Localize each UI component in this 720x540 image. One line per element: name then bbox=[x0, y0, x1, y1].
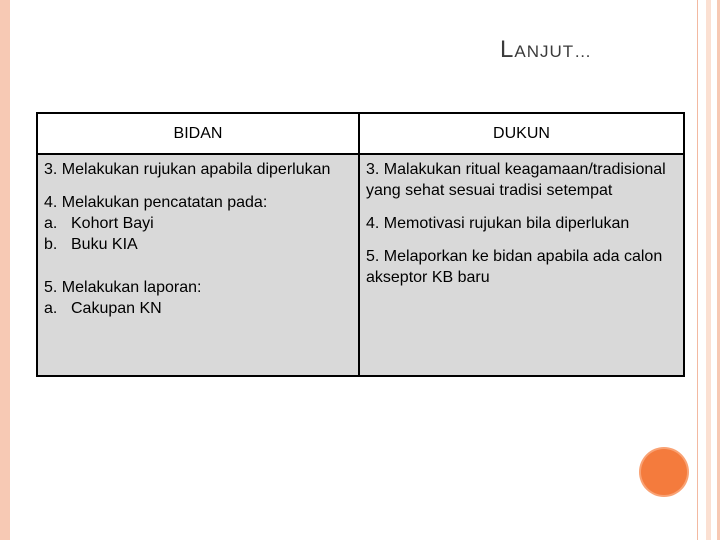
bidan-item-4-intro: 4. Melakukan pencatatan pada: bbox=[44, 194, 268, 211]
list-marker: a. bbox=[44, 300, 58, 317]
table-header-row bbox=[37, 113, 684, 154]
bidan-item-5 bbox=[44, 277, 352, 319]
right-decorative-border-inner bbox=[706, 0, 711, 540]
list-item bbox=[44, 234, 352, 255]
comparison-table bbox=[36, 112, 685, 377]
left-decorative-border bbox=[0, 0, 10, 540]
dukun-item-5: 5. Melaporkan ke bidan apabila ada calon akseptor KB baru bbox=[366, 248, 663, 286]
cell-bidan bbox=[37, 154, 359, 376]
list-marker: b. bbox=[44, 236, 58, 253]
bidan-item-5-list bbox=[44, 298, 352, 319]
list-item bbox=[44, 213, 352, 234]
list-text: Kohort Bayi bbox=[71, 215, 154, 232]
list-item bbox=[44, 298, 352, 319]
list-text: Cakupan KN bbox=[71, 300, 162, 317]
decorative-orange-circle bbox=[641, 449, 687, 495]
dukun-item-4: 4. Memotivasi rujukan bila diperlukan bbox=[366, 215, 630, 232]
slide-title-rest: ANJUT… bbox=[514, 42, 593, 61]
slide-title bbox=[500, 36, 592, 64]
right-decorative-line bbox=[697, 0, 698, 540]
bidan-item-3: 3. Melakukan rujukan apabila diperlukan bbox=[44, 161, 331, 178]
header-dukun: DUKUN bbox=[359, 113, 684, 154]
list-marker: a. bbox=[44, 215, 58, 232]
list-text: Buku KIA bbox=[71, 236, 138, 253]
slide-title-first-letter: L bbox=[500, 36, 515, 63]
table-row bbox=[37, 154, 684, 376]
cell-dukun bbox=[359, 154, 684, 376]
header-bidan: BIDAN bbox=[37, 113, 359, 154]
dukun-item-3: 3. Malakukan ritual keagamaan/tradisional yang sehat sesuai tradisi setempat bbox=[366, 161, 666, 199]
bidan-item-4 bbox=[44, 192, 352, 255]
bidan-item-4-list bbox=[44, 213, 352, 255]
bidan-item-5-intro: 5. Melakukan laporan: bbox=[44, 279, 202, 296]
